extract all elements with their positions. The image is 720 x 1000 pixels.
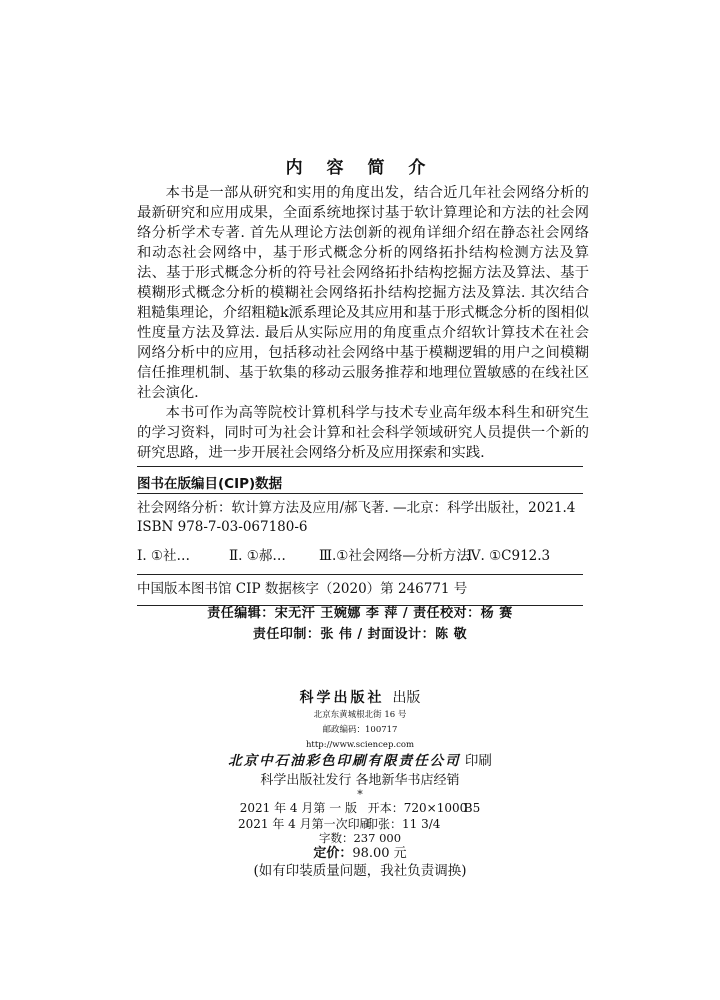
print-sheets: 印张：11 3/4 [366, 817, 441, 831]
staff-line-1: 责任编辑：宋无汗 王婉娜 李 萍 / 责任校对：杨 赛 [207, 606, 513, 621]
cip-heading: 图书在版编目(CIP)数据 [137, 476, 283, 492]
cip-cn-number: 中国版本图书馆 CIP 数据核字（2020）第 246771 号 [137, 574, 583, 605]
publisher-name: 科学出版社 [299, 690, 385, 706]
edition-date: 2021 年 4 月第 一 版 [239, 801, 358, 815]
price-label: 定价： [313, 846, 353, 861]
printer-line [0, 751, 720, 771]
separator-star: * [357, 788, 363, 801]
cip-class-3: Ⅲ.①社会网络—分析方法 [319, 548, 470, 564]
print-date: 2021 年 4 月第一次印刷 [238, 817, 372, 831]
printer-name: 北京中石油彩色印刷有限责任公司 [228, 753, 461, 769]
word-count: 字数：237 000 [318, 831, 402, 845]
cip-block [137, 466, 583, 606]
price-value: 98.00 元 [352, 846, 407, 861]
abstract-body [137, 183, 589, 463]
quality-note: (如有印装质量问题，我社负责调换) [253, 863, 467, 879]
cip-classification [137, 547, 583, 566]
cip-class-2: Ⅱ. ①郝… [229, 548, 286, 564]
edition-block [0, 800, 720, 832]
cip-isbn: ISBN 978-7-03-067180-6 [137, 519, 308, 535]
price-line [0, 845, 720, 862]
cip-class-1: Ⅰ. ①社… [137, 548, 191, 564]
abstract-title: 内 容 简 介 [285, 158, 435, 178]
abstract-paragraph-2: 本书可作为高等院校计算机科学与技术专业高年级本科生和研究生的学习资料，同时可为社会计算和社会科学领域研究人员提供一个新的研究思路，进一步开展社会网络分析及应用探索和实践. [137, 405, 589, 461]
staff-line-2: 责任印制：张 伟 / 封面设计：陈 敬 [252, 627, 468, 642]
edition-line-2 [0, 816, 720, 832]
publisher-name-line [0, 688, 720, 708]
publisher-suffix: 出版 [392, 690, 421, 706]
cip-bibliographic-line: 社会网络分析：软计算方法及应用/郝飞著. —北京：科学出版社，2021.4 [137, 500, 576, 516]
publisher-website: http://www.sciencep.com [305, 740, 415, 750]
cip-class-4: Ⅳ. ①C912.3 [467, 548, 551, 564]
format-code: B5 [463, 801, 481, 815]
printer-suffix: 印刷 [464, 753, 492, 769]
cip-divider [137, 493, 583, 494]
publisher-postcode: 邮政编码：100717 [322, 725, 398, 735]
editorial-staff [0, 603, 720, 645]
format-size: 开本：720×1000 [367, 801, 468, 815]
abstract-paragraph-1: 本书是一部从研究和实用的角度出发，结合近几年社会网络分析的最新研究和应用成果，全面系统地探讨基于软计算理论和方法的社会网络分析学术专著. 首先从理论方法创新的视角详细介绍在静态社会网络和动态社会网络中，基于形式概念分析的网络拓扑结构检测方法及算法、基于形式概念分析的符号社会网络拓扑结构挖掘方法及算法、基于模糊形式概念分析的模糊社会网络拓扑结构挖掘方法及算法. 其次结合粗糙集理论，介绍粗糙k派系理论及其应用和基于形式概念分析的图相似性度量方法及算法. 最后从实际应用的角度重点介绍软计算技术在社会网络分析中的应用，包括移动社会网络中基于模糊逻辑的用户之间模糊信任推理机制、基于软集的移动云服务推荐和地理位置敏感的在线社区社会演化. [137, 185, 589, 401]
edition-line-1 [0, 800, 720, 816]
publisher-address: 北京东黄城根北街 16 号 [313, 710, 407, 720]
distribution-line: 科学出版社发行 各地新华书店经销 [260, 773, 460, 788]
publisher-block [0, 688, 720, 753]
